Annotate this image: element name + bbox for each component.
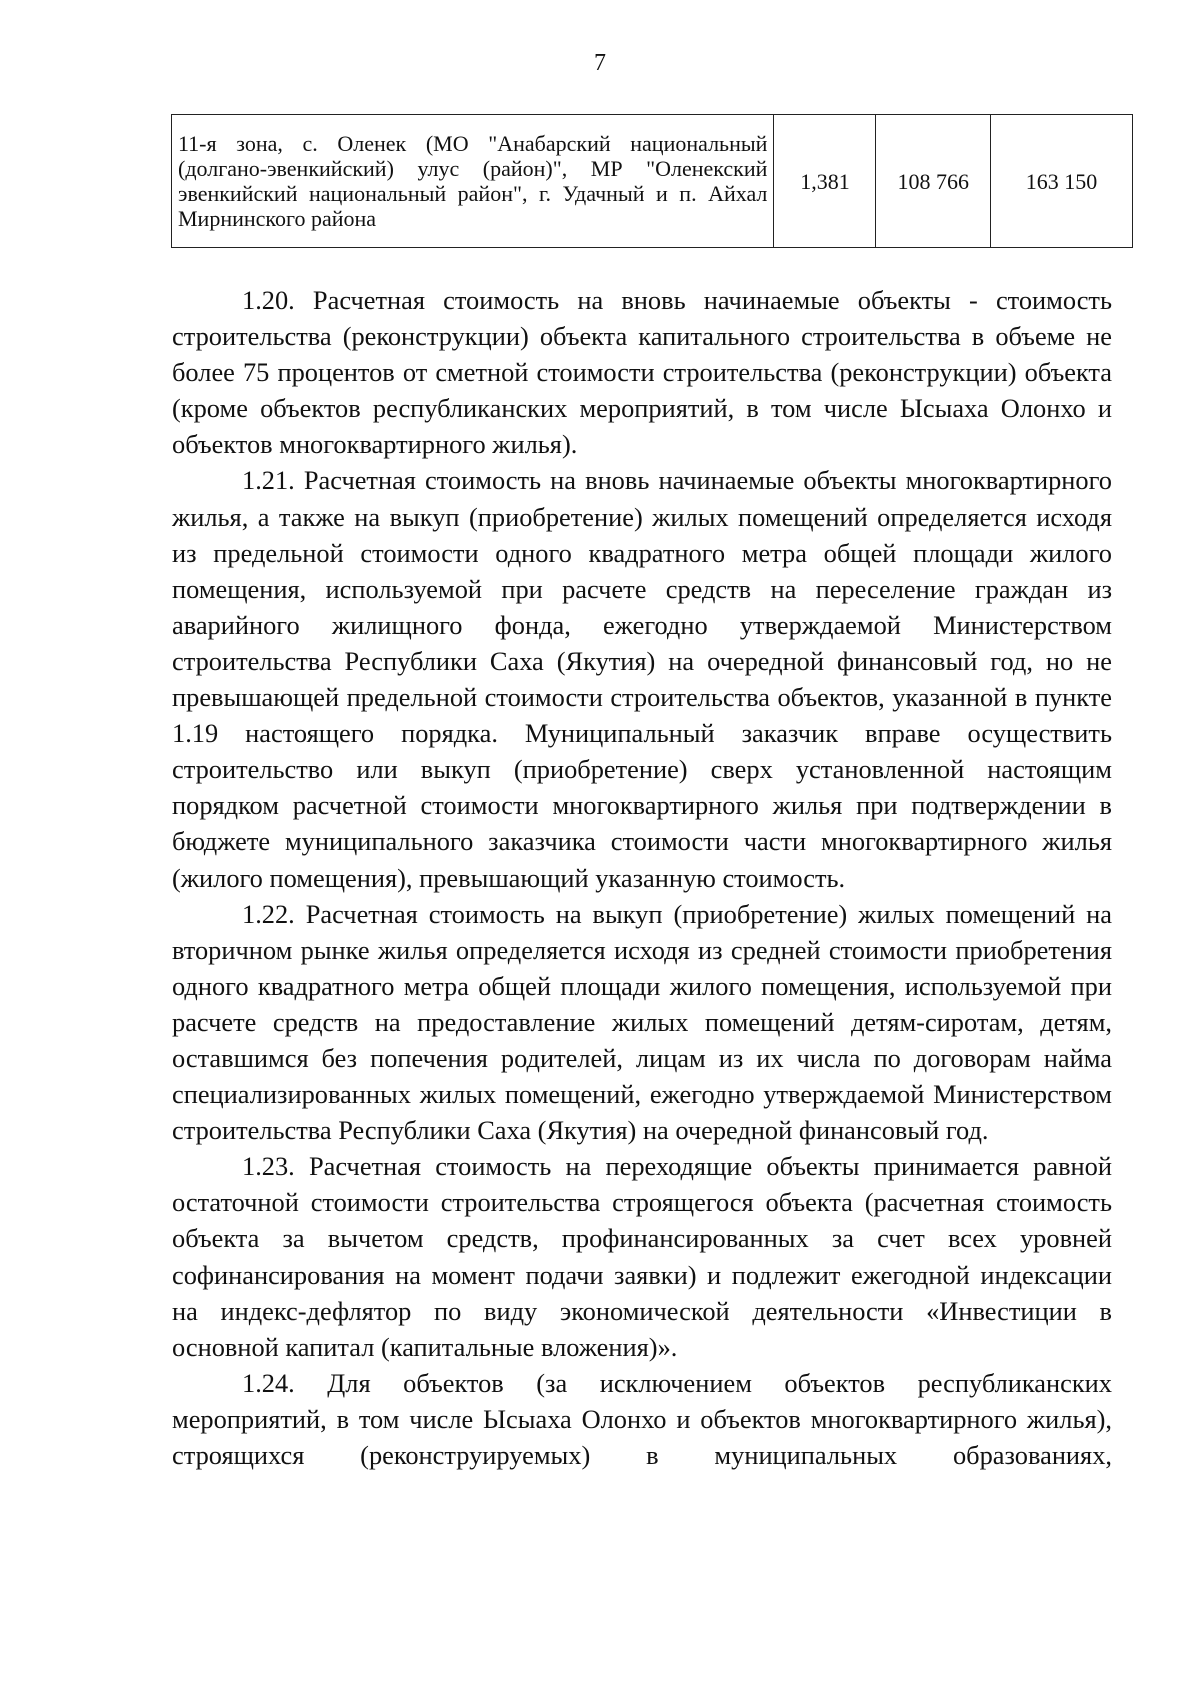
table-row <box>172 115 1133 248</box>
paragraph-1-22: 1.22. Расчетная стоимость на выкуп (приобретение) жилых помещений на вторичном рынке жилья определяется исходя из средней стоимости приобретения одного квадратного метра общей площади жилого помещения, используемой при расчете средств на предоставление жилых помещений детям-сиротам, детям, оставшимся без попечения родителей, лицам из их числа по договорам найма специализированных жилых помещений, ежегодно утверждаемой Министерством строительства Республики Саха (Якутия) на очередной финансовый год. <box>172 898 1112 1146</box>
value-cell-2: 163 150 <box>990 115 1132 248</box>
value-cell-1: 108 766 <box>876 115 991 248</box>
page-number: 7 <box>594 50 606 76</box>
paragraph-1-21: 1.21. Расчетная стоимость на вновь начинаемые объекты многоквартирного жилья, а также на выкуп (приобретение) жилых помещений определяется исходя из предельной стоимости одного квадратного метра общей площади жилого помещения, используемой при расчете средств на переселение граждан из аварийного жилищного фонда, ежегодно утверждаемой Министерством строительства Республики Саха (Якутия) на очередной финансовый год, но не превышающей предельной стоимости строительства объектов, указанной в пункте 1.19 настоящего порядка. Муниципальный заказчик вправе осуществить строительство или выкуп (приобретение) сверх установленной настоящим порядком расчетной стоимости многоквартирного жилья при подтверждении в бюджете муниципального заказчика стоимости части многоквартирного жилья (жилого помещения), превышающий указанную стоимость. <box>172 465 1112 893</box>
paragraph-1-20: 1.20. Расчетная стоимость на вновь начинаемые объекты - стоимость строительства (реконструкции) объекта капитального строительства в объеме не более 75 процентов от сметной стоимости строительства (реконструкции) объекта (кроме объектов республиканских мероприятий, в том числе Ысыаха Олонхо и объектов многоквартирного жилья). <box>172 285 1112 460</box>
paragraph-1-23: 1.23. Расчетная стоимость на переходящие объекты принимается равной остаточной стоимости строительства строящегося объекта (расчетная стоимость объекта за вычетом средств, профинансированных за счет всех уровней софинансирования на момент подачи заявки) и подлежит ежегодной индексации на индекс-дефлятор по виду экономической деятельности «Инвестиции в основной капитал (капитальные вложения)». <box>172 1151 1112 1362</box>
paragraph-1-24: 1.24. Для объектов (за исключением объектов республиканских мероприятий, в том числе Ысыаха Олонхо и объектов многоквартирного жилья), строящихся (реконструируемых) в муниципальных образованиях, <box>172 1367 1112 1470</box>
zone-description-cell: 11-я зона, с. Оленек (МО "Анабарский национальный (долгано-эвенкийский) улус (район)", МР "Оленекский эвенкийский национальный район", г. Удачный и п. Айхал Мирнинского района <box>172 115 774 248</box>
coefficient-cell: 1,381 <box>774 115 876 248</box>
document-body <box>172 282 1112 1473</box>
zone-cost-table <box>171 114 1133 248</box>
